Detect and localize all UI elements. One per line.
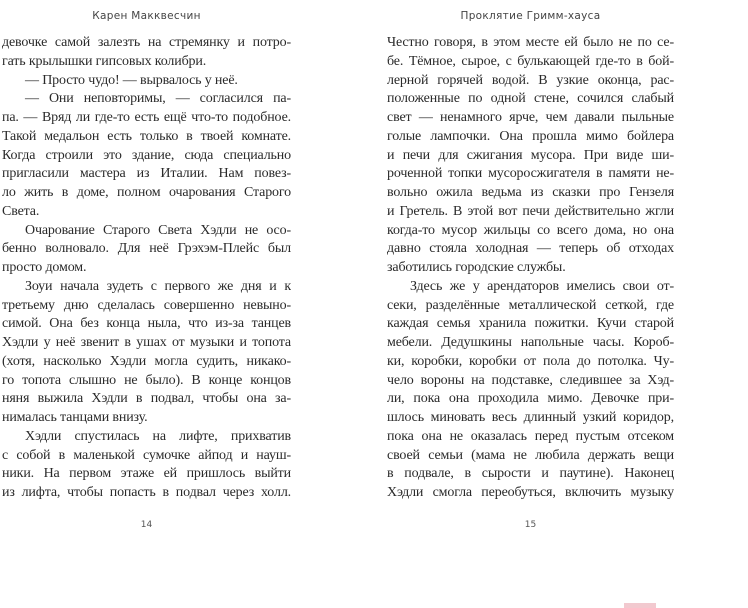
text-line: роченной топки мусоросжигателя в памяти не- (387, 166, 674, 182)
text-line: свет — ненамного ярче, чем давали пыльные (387, 110, 674, 125)
running-head-title: Проклятие Гримм-хауса (460, 10, 601, 22)
text-line: Очарование Старого Света Хэдли не осо- (25, 222, 291, 238)
page-edge-mark (624, 603, 656, 608)
text-line: давно стояла холодная — теперь об отходах (387, 241, 674, 257)
text-line: мебели. Дедушкины напольные часы. Короб- (387, 335, 674, 350)
text-line: и Гретель. В этой вот печи действительно жгли (387, 203, 674, 219)
text-line: ники. На первом этаже ей пришлось выйти (2, 466, 291, 482)
text-line: чело вороны на подставке, следившее за Хэд- (387, 372, 674, 388)
text-line: каждая семья хранила пожитки. Кучи старой (387, 316, 674, 332)
left-page-text (2, 34, 291, 504)
text-line: — Они неповторимы, — согласился па- (25, 91, 291, 107)
text-line: Здесь же у арендаторов имелись свои от- (410, 278, 674, 294)
text-line: в подвале, в сырости и паутине). Наконец (387, 466, 674, 482)
text-line: бенно волновало. Для неё Грэхэм-Плейс был (2, 241, 291, 257)
text-line: гать крылышки гипсовых колибри. (2, 53, 207, 69)
text-line: бе. Тёмное, сырое, с булькающей где-то в бой- (387, 53, 674, 69)
text-line: шлось миновать весь длинный узкий коридор, (387, 410, 674, 425)
running-head-author: Карен Макквесчин (92, 10, 201, 22)
text-line: — Просто чудо! — вырвалось у неё. (25, 72, 238, 88)
text-line: пока она не оказалась перед пустым отсеком (387, 428, 674, 444)
text-line: лерной горячей водой. В узкие оконца, рас- (387, 72, 674, 88)
text-line: ки, коробки, коробки от пола до потолка. Чу- (387, 353, 674, 369)
page-number: 14 (140, 520, 153, 530)
text-line: ло жить в доме, полном очарования Старого (2, 185, 291, 200)
text-line: просто домом. (2, 260, 87, 275)
text-line: Честно говоря, в этом месте ей было не по се- (387, 35, 674, 50)
text-line: го топота слышно не было). В конце концов (2, 372, 291, 388)
text-line: своей семьи (мама не любила держать вещи (387, 447, 674, 463)
text-line: Света. (2, 203, 40, 219)
right-page-text (387, 34, 674, 504)
text-line: и печи для сжигания мусора. При виде ши- (387, 147, 674, 163)
right-page (387, 0, 674, 608)
text-line: пригласили мастера из Италии. Нам повез- (2, 166, 291, 182)
text-line: ли, пока она проходила мимо. Девочке при- (387, 391, 674, 407)
text-line: Хэдли смогла переобуться, включить музыку (387, 485, 674, 500)
text-line: голые лампочки. Она прошла мимо бойлера (387, 128, 674, 144)
text-line: Зоуи начала зудеть с первого же дня и к (25, 278, 291, 294)
text-line: Такой медальон есть только в твоей комнате. (2, 128, 291, 144)
text-line: симой. Она без конца ныла, что из-за танцев (2, 316, 291, 332)
text-line: няня выжила Хэдли в подвал, чтобы она за- (2, 391, 291, 407)
text-line: Хэдли у неё звенит в ушах от музыки и топота (2, 335, 291, 350)
text-line: па. — Вряд ли где-то есть ещё что-то подобное. (2, 110, 291, 125)
text-line: девочке самой залезть на стремянку и потро- (2, 35, 291, 50)
text-line: нималась танцами внизу. (2, 410, 148, 425)
left-page (2, 0, 291, 608)
text-line: Когда строили это здание, сюда специально (2, 147, 291, 163)
text-line: положенные по одной стене, сочился слабый (387, 91, 674, 107)
text-line: секи, разделённые металлической сеткой, где (387, 297, 674, 313)
text-line: с собой в маленькой сумочке айпод и науш- (2, 447, 291, 463)
text-line: Хэдли спустилась на лифте, прихватив (25, 428, 291, 444)
text-line: из лифта, чтобы попасть в подвал через холл. (2, 485, 291, 500)
text-line: третьему дню сделалась совершенно невыно- (2, 297, 291, 313)
text-line: вольно ожила ведьма из сказки про Гензеля (387, 185, 674, 200)
text-line: когда-то мусор жильцы со всего дома, но она (387, 222, 674, 238)
page-number: 15 (524, 520, 537, 530)
text-line: (хотя, насколько Хэдли могла судить, никако- (2, 353, 291, 369)
text-line: заботились городские службы. (387, 260, 566, 275)
